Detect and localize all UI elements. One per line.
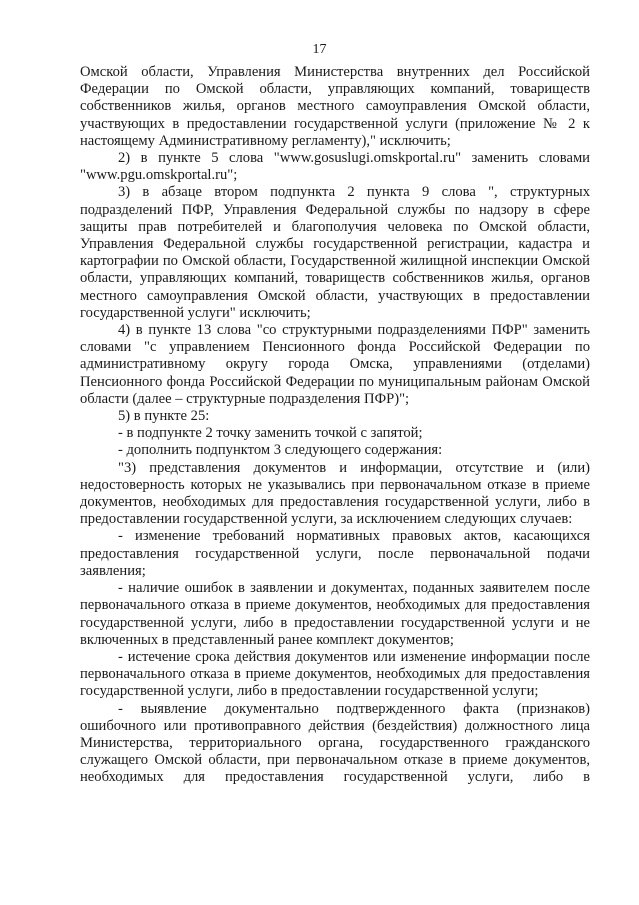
paragraph-2: 2) в пункте 5 слова "www.gosuslugi.omskportal.ru" заменить словами "www.pgu.omskportal.ru"; — [80, 150, 590, 184]
page-number: 17 — [312, 42, 327, 57]
paragraph-10: - наличие ошибок в заявлении и документах, поданных заявителем после первоначального отказа в приеме документов, необходимых для предоставления государственной услуги, либо в предоставлении государственной услуги и не включенных в представленный ранее комплект документов; — [80, 580, 590, 648]
paragraph-12: - выявление документально подтвержденного факта (признаков) ошибочного или противоправного действия (бездействия) должностного лица Министерства, территориального органа, государственного гражданского служащего Омской области, при первоначальном отказе в приеме документов, необходимых для предоставления государственной услуги, либо в — [80, 700, 590, 786]
paragraph-6: - в подпункте 2 точку заменить точкой с запятой; — [118, 425, 423, 442]
document-body — [80, 64, 590, 787]
paragraph-4: 4) в пункте 13 слова "со структурными подразделениями ПФР" заменить словами "с управлением Пенсионного фонда Российской Федерации по административному округу города Омска, управлениями (отделами) Пенсионного фонда Российской Федерации по муниципальным районам Омской области (далее – структурные подразделения ПФР)"; — [80, 322, 590, 407]
paragraph-5: 5) в пункте 25: — [118, 408, 210, 425]
paragraph-7: - дополнить подпунктом 3 следующего содержания: — [118, 442, 443, 459]
paragraph-8: "3) представления документов и информации, отсутствие и (или) недостоверность которых не указывались при первоначальном отказе в приеме документов, необходимых для предоставления государственной услуги, либо в предоставлении государственной услуги, за исключением следующих случаев: — [80, 459, 590, 528]
paragraph-3: 3) в абзаце втором подпункта 2 пункта 9 слова ", структурных подразделений ПФР, Управления Федеральной службы по надзору в сфере защиты прав потребителей и благополучия человека по Омской области, Управления Федеральной службы государственной регистрации, кадастра и картографии по Омской области, Государственной жилищной инспекции Омской области, управляющих компаний, товариществ собственников жилья, органов местного самоуправления Омской области, участвующих в предоставлении государственной услуги" исключить; — [80, 184, 590, 321]
paragraph-11: - истечение срока действия документов или изменение информации после первоначального отказа в приеме документов, необходимых для предоставления государственной услуги, либо в предоставлении государственной услуги; — [80, 648, 590, 700]
paragraph-1: Омской области, Управления Министерства внутренних дел Российской Федерации по Омской области, управляющих компаний, товариществ собственников жилья, органов местного самоуправления Омской области, участвующих в предоставлении государственной услуги (приложение № 2 к настоящему Административному регламенту)," исключить; — [80, 64, 590, 149]
paragraph-9: - изменение требований нормативных правовых актов, касающихся предоставления государственной услуги, после первоначальной подачи заявления; — [80, 528, 590, 579]
